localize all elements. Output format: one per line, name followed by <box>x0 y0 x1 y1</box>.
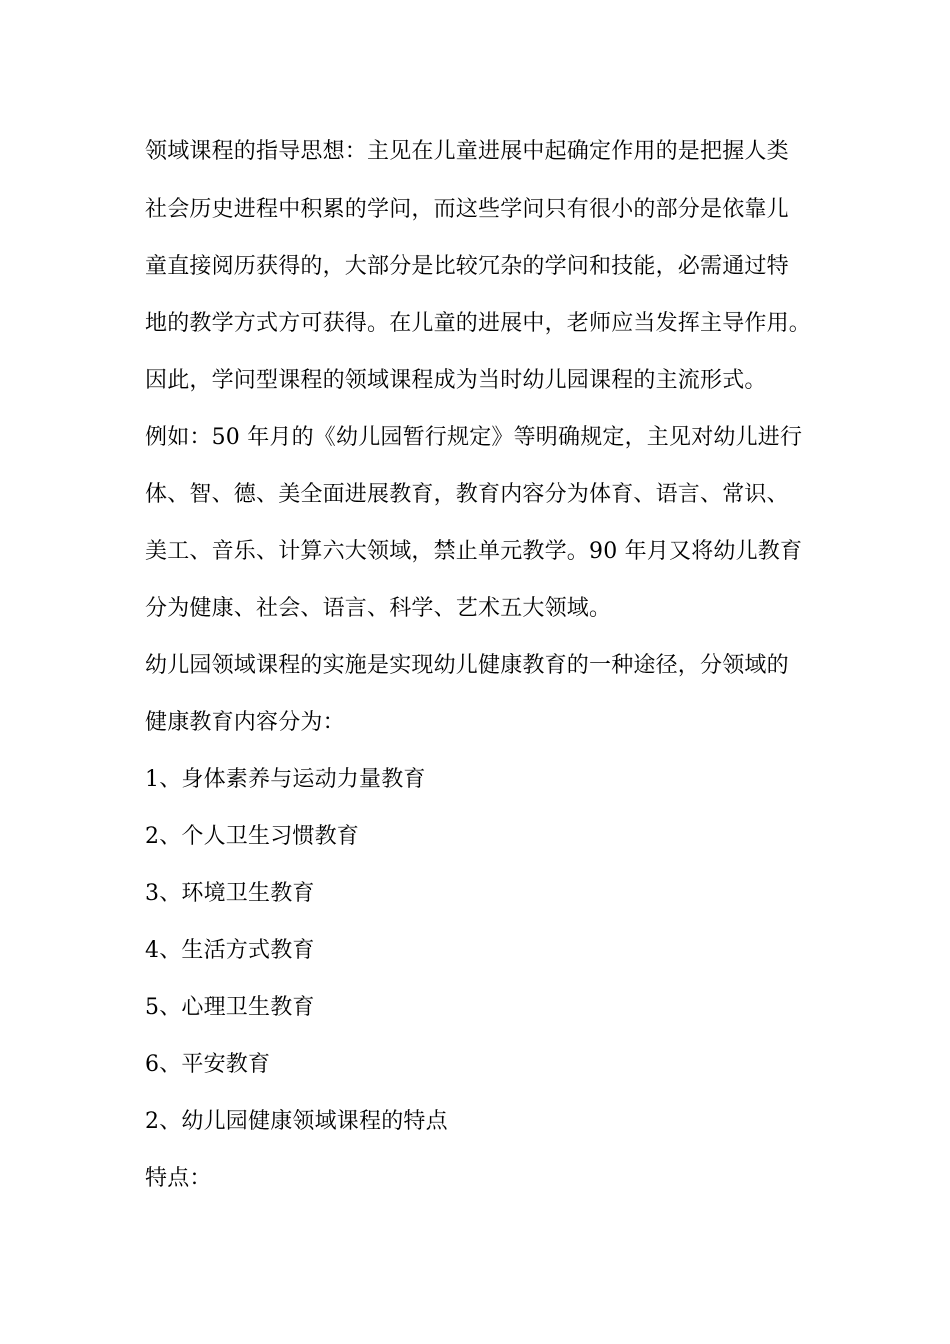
list-item: 2、个人卫生习惯教育 <box>145 824 359 849</box>
list-item: 1、身体素养与运动力量教育 <box>145 767 426 792</box>
paragraph-line: 例如：50 年月的《幼儿园暂行规定》等明确规定，主见对幼儿进行 <box>145 425 803 450</box>
paragraph-line: 社会历史进程中积累的学问，而这些学问只有很小的部分是依靠儿 <box>145 197 789 222</box>
paragraph-line: 体、智、德、美全面进展教育，教育内容分为体育、语言、常识、 <box>145 482 789 507</box>
list-item: 3、环境卫生教育 <box>145 881 315 906</box>
paragraph-line: 童直接阅历获得的，大部分是比较冗杂的学问和技能，必需通过特 <box>145 254 789 279</box>
paragraph-line: 美工、音乐、计算六大领域，禁止单元教学。90 年月又将幼儿教育 <box>145 539 803 564</box>
paragraph-line: 因此，学问型课程的领域课程成为当时幼儿园课程的主流形式。 <box>145 368 767 393</box>
section-label: 特点： <box>145 1166 212 1191</box>
paragraph-line: 地的教学方式方可获得。在儿童的进展中，老师应当发挥主导作用。 <box>145 311 812 336</box>
list-item: 5、心理卫生教育 <box>145 995 315 1020</box>
paragraph-line: 分为健康、社会、语言、科学、艺术五大领域。 <box>145 596 612 621</box>
section-heading: 2、幼儿园健康领域课程的特点 <box>145 1109 448 1134</box>
paragraph-line: 幼儿园领域课程的实施是实现幼儿健康教育的一种途径，分领域的 <box>145 653 789 678</box>
list-item: 4、生活方式教育 <box>145 938 315 963</box>
paragraph-line: 领域课程的指导思想：主见在儿童进展中起确定作用的是把握人类 <box>145 139 789 164</box>
paragraph-line: 健康教育内容分为： <box>145 710 345 735</box>
list-item: 6、平安教育 <box>145 1052 271 1077</box>
